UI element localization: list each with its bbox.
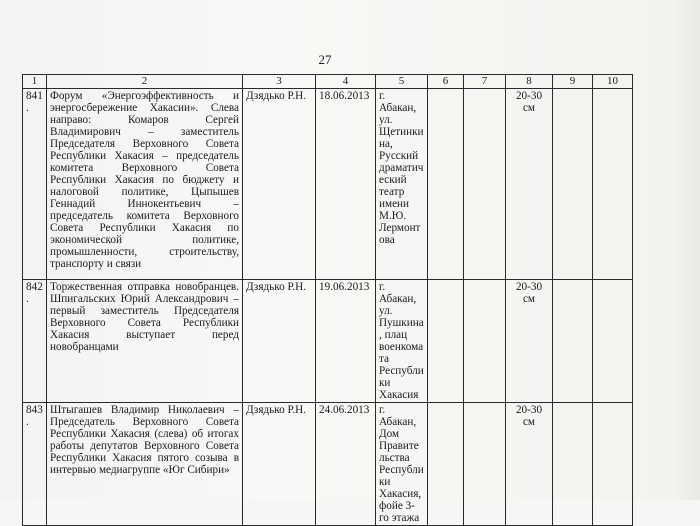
column-header: 9 [553, 75, 593, 89]
photo-author: Дзядько Р.Н. [243, 403, 316, 526]
photo-date: 24.06.2013 [316, 403, 376, 526]
column-10-cell [593, 280, 633, 403]
column-10-cell [593, 403, 633, 526]
photo-date: 18.06.2013 [316, 89, 376, 280]
photo-registry-table [22, 74, 633, 526]
column-header: 2 [47, 75, 243, 89]
column-header: 1 [23, 75, 47, 89]
photo-description: Форум «Энергоэффективность и энергосбережение Хакасии». Слева направо: Комаров Сергей Владимирович – заместитель Председателя Верховного Совета Республики Хакасия – председатель комитета Верховного Совета Республики Хакасия по бюджету и налоговой политике, Цыпышев Геннадий Иннокентьевич – председатель комитета Верховного Совета Республики Хакасия по экономической политике, промышленности, строительству, транспорту и связи [47, 89, 243, 280]
page-edge-shadow [670, 0, 700, 500]
table-row [23, 403, 633, 526]
row-number: 841. [23, 89, 47, 280]
column-10-cell [593, 89, 633, 280]
column-header: 5 [376, 75, 428, 89]
photo-author: Дзядько Р.Н. [243, 89, 316, 280]
column-header: 4 [316, 75, 376, 89]
column-6-cell [428, 280, 464, 403]
photo-date: 19.06.2013 [316, 280, 376, 403]
photo-size: 20-30 см [506, 280, 553, 403]
photo-place: г. Абакан, ул. Пушкина, плац военкомата Республики Хакасия [376, 280, 428, 403]
column-9-cell [553, 89, 593, 280]
photo-description: Штыгашев Владимир Николаевич – Председатель Верховного Совета Республики Хакасия (слева) об итогах работы депутатов Верховного Совета Республики Хакасия пятого созыва в интервью медиагруппе «Юг Сибири» [47, 403, 243, 526]
column-header: 10 [593, 75, 633, 89]
column-header: 6 [428, 75, 464, 89]
row-number: 843. [23, 403, 47, 526]
column-7-cell [464, 403, 506, 526]
photo-description: Торжественная отправка новобранцев. Шпигальских Юрий Александрович – первый заместитель Председателя Верховного Совета Республики Хакасия выступает перед новобранцами [47, 280, 243, 403]
photo-place: г. Абакан, Дом Правительства Республики Хакасия, фойе 3-го этажа [376, 403, 428, 526]
photo-author: Дзядько Р.Н. [243, 280, 316, 403]
row-number: 842. [23, 280, 47, 403]
photo-size: 20-30 см [506, 403, 553, 526]
column-7-cell [464, 280, 506, 403]
photo-size: 20-30 см [506, 89, 553, 280]
table-row [23, 280, 633, 403]
column-6-cell [428, 403, 464, 526]
column-6-cell [428, 89, 464, 280]
table-row [23, 89, 633, 280]
column-header: 8 [506, 75, 553, 89]
column-header: 3 [243, 75, 316, 89]
column-9-cell [553, 403, 593, 526]
column-9-cell [553, 280, 593, 403]
column-7-cell [464, 89, 506, 280]
column-header: 7 [464, 75, 506, 89]
header-row [23, 75, 633, 89]
photo-place: г. Абакан, ул. Щетинкина, Русский драматический театр имени М.Ю. Лермонтова [376, 89, 428, 280]
page-number: 27 [318, 52, 332, 67]
